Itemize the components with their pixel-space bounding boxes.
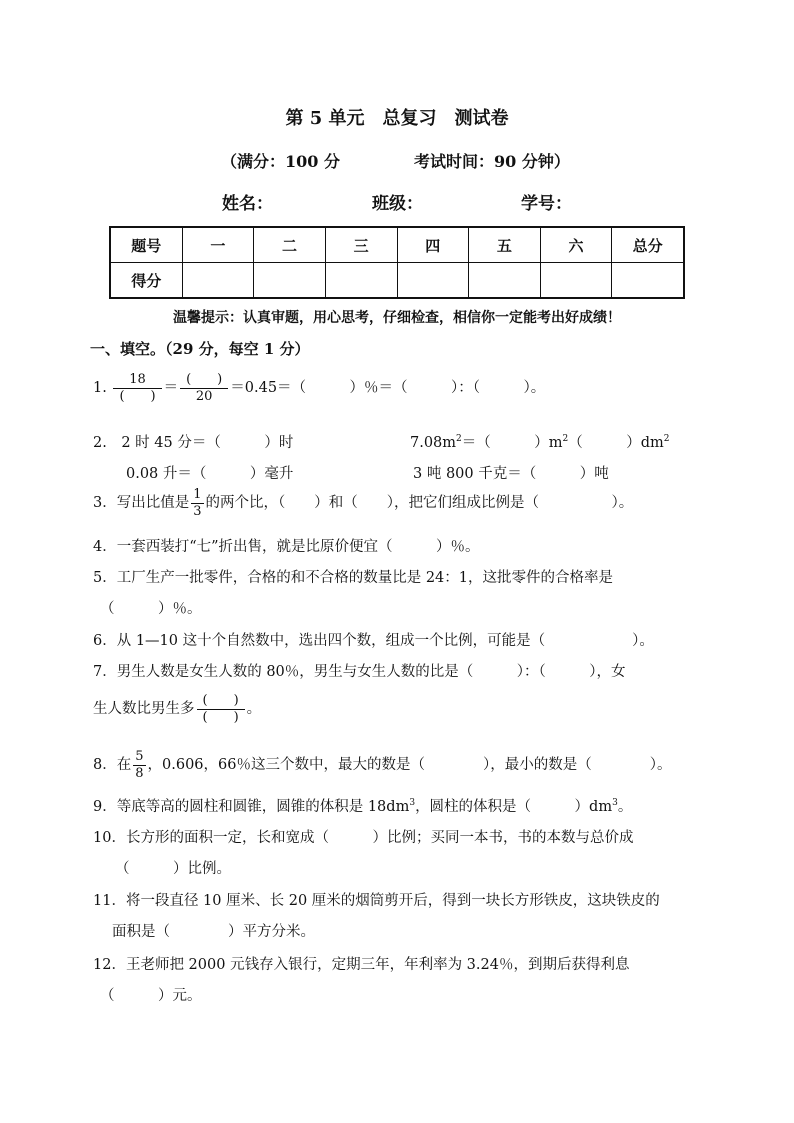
question-text: ，0.606，66％这三个数中，最大的数是（ ），最小的数是（ ）。 xyxy=(147,757,672,774)
question-2-line-2: 0.08 升＝（ ）毫升 xyxy=(126,466,294,482)
full-score: （满分：100 分 xyxy=(221,152,340,171)
question-text: ＝（ ）m xyxy=(461,435,563,451)
score-cell-6[interactable] xyxy=(540,263,612,299)
question-2-line-1-right xyxy=(410,431,670,452)
table-cell: 三 xyxy=(325,227,397,263)
table-cell: 二 xyxy=(254,227,326,263)
question-text: 8．在 xyxy=(93,757,132,774)
table-cell: 得分 xyxy=(110,263,182,299)
fraction-numerator: 18 xyxy=(113,373,161,389)
question-text: ＝0.45＝（ ）％＝（ ）：（ ）。 xyxy=(230,380,546,397)
table-row xyxy=(110,263,684,299)
question-text: ，圆柱的体积是（ ）dm xyxy=(415,799,613,815)
question-text: 7.08m xyxy=(410,435,457,451)
question-text: 的两个比，（ ）和（ ），把它们组成比例是（ ）。 xyxy=(205,495,634,512)
superscript: 3 xyxy=(409,798,416,809)
question-text: 3．写出比值是 xyxy=(93,495,190,512)
name-label: 姓名： xyxy=(222,194,273,214)
score-cell-2[interactable] xyxy=(254,263,326,299)
fraction xyxy=(133,750,145,780)
superscript: 2 xyxy=(663,434,670,445)
question-10-line-1: 10．长方形的面积一定，长和宽成（ ）比例；买同一本书，书的本数与总价成 xyxy=(93,830,634,846)
fraction-numerator: ( ) xyxy=(180,373,228,389)
table-cell: 总分 xyxy=(612,227,684,263)
question-11-line-2: 面积是（ ）平方分米。 xyxy=(112,924,315,940)
question-number: 1. xyxy=(93,380,107,397)
fraction-denominator: 8 xyxy=(135,765,144,781)
question-2-line-2-right: 3 吨 800 千克＝（ ）吨 xyxy=(413,466,609,482)
question-10-line-2: （ ）比例。 xyxy=(115,861,231,877)
fraction xyxy=(180,373,228,403)
question-2-line-1: 2. 2 时 45 分＝（ ）时 xyxy=(93,435,294,451)
table-cell: 六 xyxy=(540,227,612,263)
question-1 xyxy=(93,373,545,403)
superscript: 2 xyxy=(456,434,462,445)
question-text: 。 xyxy=(617,799,633,815)
question-7-line-2 xyxy=(93,694,261,724)
score-cell-1[interactable] xyxy=(182,263,254,299)
section-heading: 一、填空。（29 分，每空 1 分） xyxy=(90,340,310,358)
fraction-denominator: ( ) xyxy=(202,709,239,725)
question-text: 9．等底等高的圆柱和圆锥，圆锥的体积是 18dm xyxy=(93,799,410,815)
score-cell-3[interactable] xyxy=(325,263,397,299)
question-5-line-1: 5．工厂生产一批零件，合格的和不合格的数量比是 24：1，这批零件的合格率是 xyxy=(93,570,614,586)
table-cell: 五 xyxy=(469,227,541,263)
fraction-numerator: 1 xyxy=(193,487,202,502)
equals: ＝ xyxy=(163,380,179,397)
superscript: 3 xyxy=(612,798,618,809)
exam-time: 考试时间：90 分钟） xyxy=(414,152,570,171)
question-9 xyxy=(93,795,632,816)
score-table xyxy=(109,226,685,299)
score-cell-5[interactable] xyxy=(469,263,541,299)
fraction xyxy=(113,373,161,403)
fraction-denominator: 3 xyxy=(193,503,202,519)
question-11-line-1: 11．将一段直径 10 厘米、长 20 厘米的烟筒剪开后，得到一块长方形铁皮，这块铁皮的 xyxy=(93,893,660,909)
question-text: 生人数比男生多 xyxy=(93,701,195,718)
question-12-line-1: 12．王老师把 2000 元钱存入银行，定期三年，年利率为 3.24％，到期后获得利息 xyxy=(93,957,630,973)
fraction-denominator: 20 xyxy=(195,388,213,404)
fraction-numerator: 5 xyxy=(135,749,144,764)
warm-tip: 温馨提示：认真审题，用心思考，仔细检查，相信你一定能考出好成绩！ xyxy=(173,310,621,326)
page-title: 第 5 单元 总复习 测试卷 xyxy=(285,108,509,129)
student-id-label: 学号： xyxy=(521,194,572,214)
table-row xyxy=(110,227,684,263)
question-7-line-1: 7．男生人数是女生人数的 80％，男生与女生人数的比是（ ）：（ ），女 xyxy=(93,664,626,680)
score-cell-total[interactable] xyxy=(612,263,684,299)
question-3 xyxy=(93,488,633,518)
table-cell: 四 xyxy=(397,227,469,263)
table-cell: 一 xyxy=(182,227,254,263)
score-cell-4[interactable] xyxy=(397,263,469,299)
fraction-numerator: ( ) xyxy=(197,694,245,710)
fraction-denominator: ( ) xyxy=(119,388,156,404)
fraction xyxy=(197,694,245,724)
fraction xyxy=(191,488,203,518)
class-label: 班级： xyxy=(372,194,423,214)
question-6: 6．从 1—10 这十个自然数中，选出四个数，组成一个比例，可能是（ ）。 xyxy=(93,633,654,649)
question-8 xyxy=(93,750,671,780)
question-12-line-2: （ ）元。 xyxy=(100,988,202,1004)
question-text: （ ）dm xyxy=(568,435,664,451)
table-cell: 题号 xyxy=(110,227,182,263)
question-4: 4．一套西装打“七”折出售，就是比原价便宜（ ）％。 xyxy=(93,539,480,555)
question-text: 。 xyxy=(246,701,262,718)
question-5-line-2: （ ）％。 xyxy=(100,601,202,617)
superscript: 2 xyxy=(562,434,569,445)
